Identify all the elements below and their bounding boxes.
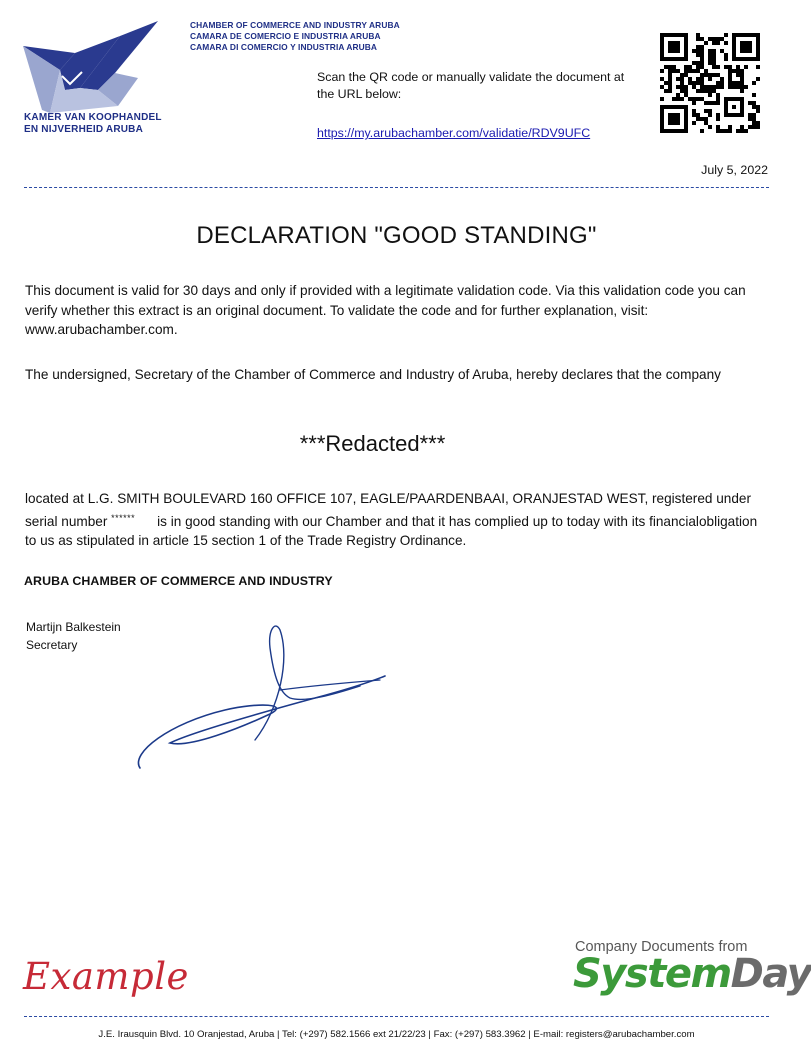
logo-text-line1: KAMER VAN KOOPHANDEL bbox=[24, 112, 162, 123]
systemday-logo-part1: System bbox=[573, 951, 731, 997]
declaration-paragraph: The undersigned, Secretary of the Chamber of Commerce and Industry of Aruba, hereby declares that the company bbox=[25, 367, 721, 382]
qr-code-icon[interactable] bbox=[660, 33, 760, 133]
location-text: located at L.G. SMITH BOULEVARD 160 OFFICE 107, EAGLE/PAARDENBAAI, ORANJESTAD WEST, registered under serial number bbox=[25, 491, 752, 529]
chamber-name-papiamento: CAMARA DI COMERCIO Y INDUSTRIA ARUBA bbox=[190, 42, 378, 52]
header-divider bbox=[24, 187, 769, 188]
chamber-name-spanish: CAMARA DE COMERCIO E INDUSTRIA ARUBA bbox=[190, 31, 381, 41]
organization-name: ARUBA CHAMBER OF COMMERCE AND INDUSTRY bbox=[24, 574, 333, 588]
scan-instructions: Scan the QR code or manually validate the document at the URL below: bbox=[317, 70, 625, 101]
serial-number: ****** bbox=[111, 512, 136, 523]
signer-title: Secretary bbox=[26, 638, 78, 652]
signer-block bbox=[26, 618, 121, 654]
validation-link[interactable]: https://my.arubachamber.com/validatie/RDV9UFC bbox=[317, 126, 591, 140]
chamber-name-english: CHAMBER OF COMMERCE AND INDUSTRY ARUBA bbox=[190, 20, 400, 30]
logo-text-line2: EN NIJVERHEID ARUBA bbox=[24, 124, 144, 135]
chamber-names bbox=[190, 20, 400, 53]
footer-contact: J.E. Irausquin Blvd. 10 Oranjestad, Aruba | Tel: (+297) 582.1566 ext 21/22/23 | Fax: (+297) 583.3962 | E-mail: registers@arubachamber.com bbox=[98, 1029, 695, 1040]
footer-divider bbox=[24, 1016, 769, 1017]
standing-text: is in good standing with our Chamber and that it has complied up to today with its financialobligation to us as stipulated in article 15 section 1 of the Trade Registry Ordinance. bbox=[25, 513, 758, 548]
company-name: ***Redacted*** bbox=[299, 431, 446, 456]
standing-paragraph bbox=[25, 489, 765, 551]
chamber-logo-icon bbox=[20, 18, 165, 113]
provider-tagline: Company Documents from bbox=[575, 939, 748, 955]
signer-name: Martijn Balkestein bbox=[26, 620, 121, 634]
systemday-logo-part2: Day bbox=[730, 951, 811, 997]
document-date: July 5, 2022 bbox=[701, 163, 768, 177]
document-title: DECLARATION "GOOD STANDING" bbox=[196, 222, 597, 249]
signature-icon bbox=[130, 618, 400, 778]
example-watermark: Example bbox=[23, 955, 189, 998]
validity-paragraph: This document is valid for 30 days and only if provided with a legitimate validation code. Via this validation code you can verify whether this extract is an original document. To validate the code and for further explanation, visit: www.arubachamber.com. bbox=[25, 283, 746, 337]
systemday-logo bbox=[573, 951, 811, 997]
